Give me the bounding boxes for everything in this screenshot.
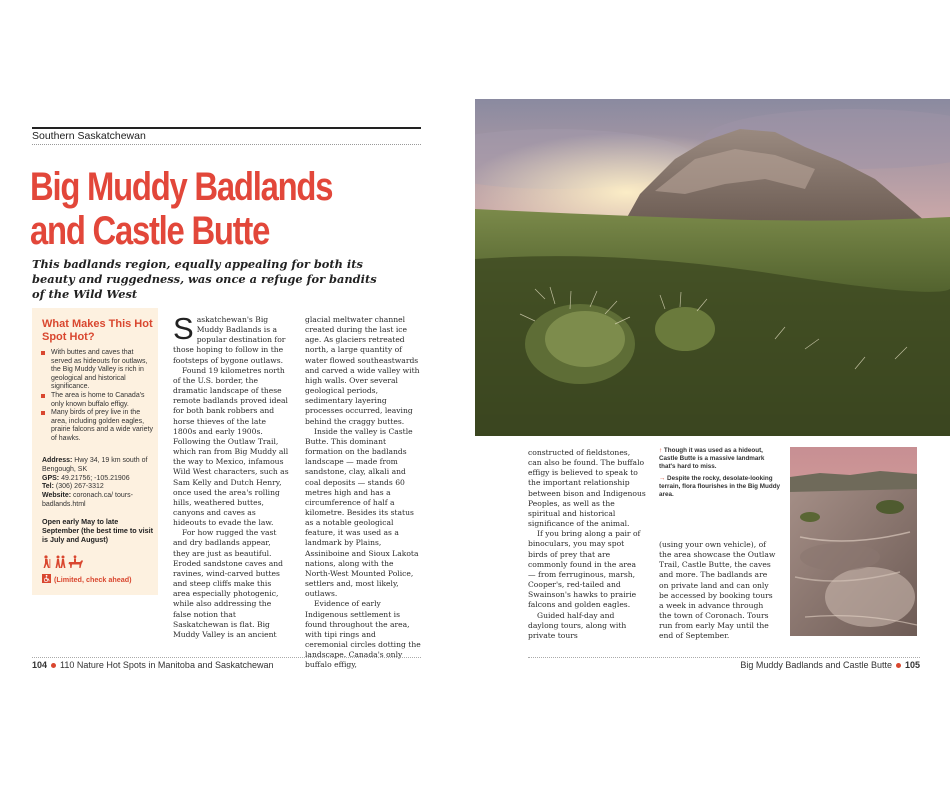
footer-dot-icon [51,663,56,668]
footer-left [32,660,274,670]
caption-text: Despite the rocky, desolate-looking terrain, flora flourishes in the Big Muddy area. [659,475,781,498]
gps-value: 49.21756; -105.21906 [61,474,130,482]
website-line [42,492,156,510]
address-label: Address: [42,457,73,464]
caption-text: Though it was used as a hideout, Castle Butte is a massive landmark that's hard to miss. [659,447,765,470]
bullet-text: With buttes and caves that served as hideouts for outlaws, the Big Muddy Valley is rich in geological and historical significance. [51,349,148,391]
paragraph: If you bring along a pair of binoculars, you may spot birds of prey that are commonly found in the area — from ferruginous, marsh, Cooper's, red-tailed and Swainson's hawks to prairie falcons and golden eagles. [528,529,641,610]
address-line [42,457,156,475]
castle-butte-photo [475,99,950,436]
tel-value: (306) 267-3312 [55,483,104,491]
paragraph: Found 19 kilometres north of the U.S. border, the dramatic landscape of these remote badlands proved ideal for both bank robbers and horse thieves of the late 1800s and early 1900s. Following the Outlaw Trail, which ran from Big Muddy all the way to Mexico, infamous Wild West characters, such as Sam Kelly and Dutch Henry, once used the area's rolling hills, weathered buttes, canyons and caves as hideouts to evade the law. [173,365,289,528]
paragraph: Inside the valley is Castle Butte. This dominant formation on the badlands landscape — made from sandstone, clay, alkali and coal deposits — stands 60 metres high and has a circumference of half a kilometre. Besides its status as a notable geological feature, it was used as a landmark by Plains, Assiniboine and Sioux Lakota nations, along with the North-West Mounted Police, settlers and, most likely, outlaws. [305,426,419,599]
wheelchair-icon [42,574,51,583]
up-arrow-icon: ↑ [659,447,663,454]
footer-rule-left [32,657,421,658]
section-label: Southern Saskatchewan [32,130,146,142]
right-arrow-icon: → [659,475,666,483]
tel-line [42,483,156,492]
gps-line [42,475,156,484]
bullet-text: Many birds of prey live in the area, including golden eagles, prairie falcons and a wide variety of hawks. [51,409,153,442]
paragraph: For how rugged the vast and dry badlands appear, they are just as beautiful. Eroded sandstone caves and ravines, wind-carved buttes and steep cliffs make this area especially photogenic, while also addressing the false notion that Saskatchewan is flat. Big Muddy Valley is an ancient [173,528,284,639]
bullet-square-icon [41,394,45,398]
body-column-4 [659,540,777,642]
photo-captions [659,447,781,499]
body-column-2 [305,315,421,670]
body-column-3 [528,448,646,641]
paragraph: askatchewan's Big Muddy Badlands is a popular destination for those hoping to follow in the footsteps of bygone outlaws. [173,315,286,365]
page-title [30,165,407,253]
activity-icons [42,554,156,568]
running-title: Big Muddy Badlands and Castle Butte [740,660,892,670]
deck-subtitle: This badlands region, equally appealing for both its beauty and ruggedness, was once a refuge for bandits of the Wild West [32,257,377,301]
footer-rule-right [528,657,920,658]
caption-1 [659,447,781,470]
caption-2 [659,475,781,498]
paragraph: glacial meltwater channel created during the last ice age. As glaciers retreated north, a large quantity of water flowed southeastwards and carved a wide valley with high walls. Over several geological periods, sedimentary layering processes occurred, leaving behind the craggy buttes. [305,315,420,426]
website-label: Website: [42,492,72,500]
horse-rider-icon [69,555,84,568]
list-item [40,409,154,443]
website-value: coronach.ca/ tours-badlands.html [42,492,133,508]
rocky-terrain-photo [790,447,917,636]
gps-label: GPS: [42,474,60,482]
paragraph: Evidence of early Indigenous settlement is found throughout the area, with tipi rings and ceremonial circles dotting the landscape. Canada's only buffalo effigy, [305,599,421,670]
page-number-right: 105 [904,660,920,670]
address-value: Hwy 34, 19 km south of Bengough, SK [42,457,148,473]
section-dotted-rule [32,144,421,145]
title-line-2: and Castle Butte [30,209,270,253]
accessibility-line [42,574,156,584]
list-item [40,349,154,392]
footer-dot-icon [896,663,901,668]
page-number-left: 104 [32,660,48,670]
hiker-icon [44,555,51,568]
bullet-square-icon [41,411,45,415]
footer-right [740,660,920,670]
paragraph: Guided half-day and daylong tours, along with private tours [528,610,627,640]
tel-label: Tel: [42,483,54,491]
title-line-1: Big Muddy Badlands [30,165,333,209]
list-item [40,392,154,409]
sidebar-bullet-list [40,349,154,444]
paragraph: constructed of fieldstones, can also be found. The buffalo effigy is believed to speak to the important relationship between bison and Indigenous Peoples, as well as the spiritual and historical significance of the animal. [528,448,646,529]
book-title: 110 Nature Hot Spots in Manitoba and Saskatchewan [60,660,274,670]
section-top-rule [32,127,421,129]
sidebar-contact-info [42,457,156,510]
bullet-text: The area is home to Canada's only known buffalo effigy. [51,391,145,408]
paragraph: (using your own vehicle), of the area showcase the Outlaw Trail, Castle Butte, the caves and more. The badlands are on private land and can only be accessed by booking tours a week in advance through the town of Coronach. Tours run from early May until the end of September. [659,540,776,641]
walkers-icon [56,556,66,569]
sidebar-title: What Makes This Hot Spot Hot? [42,318,153,343]
accessibility-text: (Limited, check ahead) [54,575,132,584]
body-column-1 [173,311,289,640]
drop-cap: S [173,311,194,346]
bullet-square-icon [41,351,45,355]
sidebar-open-season: Open early May to late September (the best time to visit is July and August) [42,517,154,544]
